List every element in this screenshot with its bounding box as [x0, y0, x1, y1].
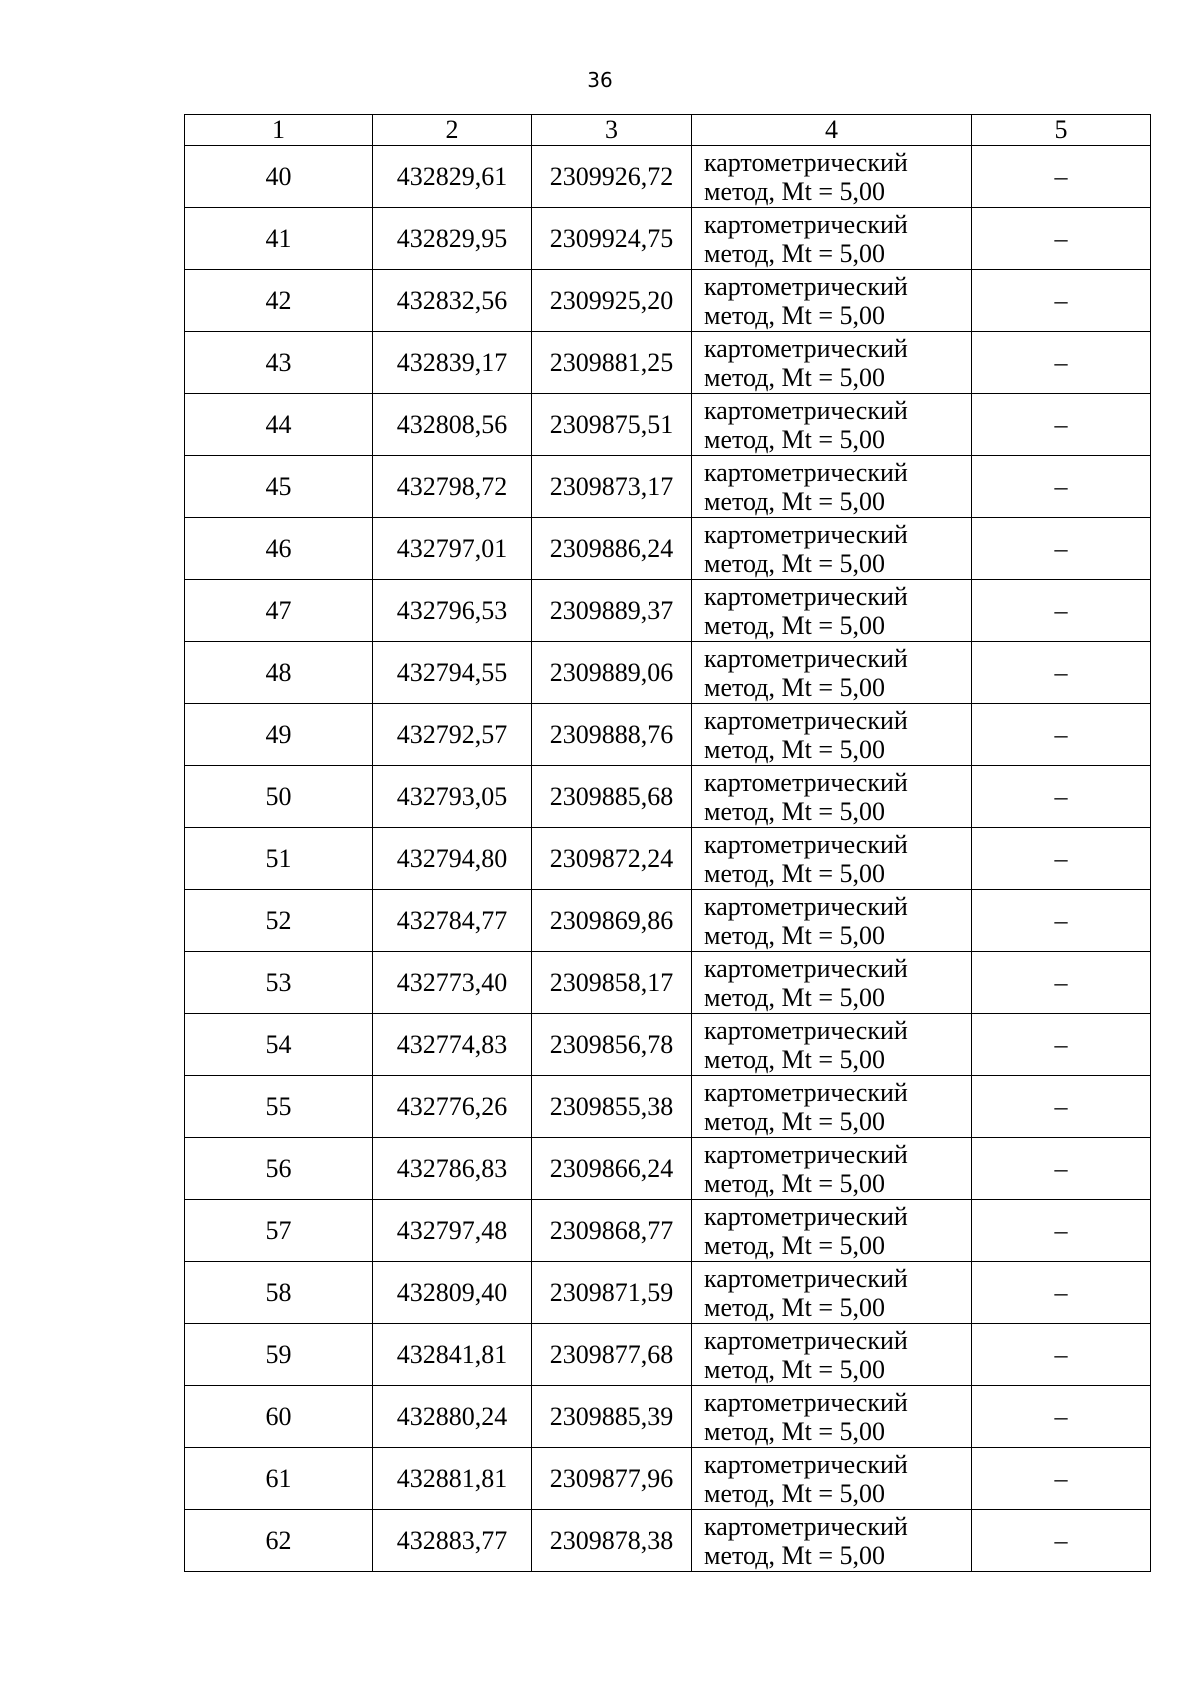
point-number-cell: 59 — [185, 1324, 373, 1386]
column-5-cell: – — [972, 394, 1151, 456]
x-coordinate-cell: 432784,77 — [373, 890, 532, 952]
table-row — [185, 1448, 1151, 1510]
page-number: 36 — [587, 68, 613, 92]
y-coordinate-cell: 2309858,17 — [532, 952, 692, 1014]
method-line-1: картометрический — [704, 1139, 908, 1169]
method-cell — [692, 828, 972, 890]
column-5-cell: – — [972, 1014, 1151, 1076]
column-5-cell: – — [972, 1324, 1151, 1386]
method-line-2: метод, Mt = 5,00 — [704, 1416, 885, 1446]
method-line-1: картометрический — [704, 519, 908, 549]
method-cell — [692, 1138, 972, 1200]
table-row — [185, 332, 1151, 394]
point-number-cell: 41 — [185, 208, 373, 270]
column-5-cell: – — [972, 766, 1151, 828]
method-line-2: метод, Mt = 5,00 — [704, 362, 885, 392]
y-coordinate-cell: 2309878,38 — [532, 1510, 692, 1572]
table-row — [185, 208, 1151, 270]
method-cell — [692, 270, 972, 332]
x-coordinate-cell: 432839,17 — [373, 332, 532, 394]
column-5-cell: – — [972, 1200, 1151, 1262]
method-cell — [692, 1076, 972, 1138]
method-line-1: картометрический — [704, 829, 908, 859]
x-coordinate-cell: 432796,53 — [373, 580, 532, 642]
method-cell — [692, 1510, 972, 1572]
point-number-cell: 54 — [185, 1014, 373, 1076]
method-cell — [692, 1324, 972, 1386]
method-line-2: метод, Mt = 5,00 — [704, 796, 885, 826]
y-coordinate-cell: 2309885,39 — [532, 1386, 692, 1448]
point-number-cell: 40 — [185, 146, 373, 208]
method-line-1: картометрический — [704, 1077, 908, 1107]
method-line-2: метод, Mt = 5,00 — [704, 424, 885, 454]
method-line-2: метод, Mt = 5,00 — [704, 238, 885, 268]
y-coordinate-cell: 2309856,78 — [532, 1014, 692, 1076]
method-line-2: метод, Mt = 5,00 — [704, 1106, 885, 1136]
point-number-cell: 49 — [185, 704, 373, 766]
point-number-cell: 50 — [185, 766, 373, 828]
y-coordinate-cell: 2309889,37 — [532, 580, 692, 642]
method-cell — [692, 146, 972, 208]
x-coordinate-cell: 432808,56 — [373, 394, 532, 456]
point-number-cell: 60 — [185, 1386, 373, 1448]
method-line-2: метод, Mt = 5,00 — [704, 858, 885, 888]
method-line-2: метод, Mt = 5,00 — [704, 548, 885, 578]
point-number-cell: 57 — [185, 1200, 373, 1262]
point-number-cell: 44 — [185, 394, 373, 456]
table-row — [185, 1200, 1151, 1262]
point-number-cell: 51 — [185, 828, 373, 890]
x-coordinate-cell: 432786,83 — [373, 1138, 532, 1200]
x-coordinate-cell: 432794,80 — [373, 828, 532, 890]
table-header — [185, 115, 1151, 146]
table-row — [185, 828, 1151, 890]
x-coordinate-cell: 432829,61 — [373, 146, 532, 208]
column-5-cell: – — [972, 146, 1151, 208]
x-coordinate-cell: 432776,26 — [373, 1076, 532, 1138]
table-row — [185, 704, 1151, 766]
method-cell — [692, 580, 972, 642]
method-line-1: картометрический — [704, 1201, 908, 1231]
column-5-cell: – — [972, 952, 1151, 1014]
method-cell — [692, 952, 972, 1014]
column-5-cell: – — [972, 1448, 1151, 1510]
point-number-cell: 62 — [185, 1510, 373, 1572]
y-coordinate-cell: 2309886,24 — [532, 518, 692, 580]
header-cell-5: 5 — [972, 115, 1151, 146]
column-5-cell: – — [972, 1386, 1151, 1448]
table-row — [185, 642, 1151, 704]
y-coordinate-cell: 2309885,68 — [532, 766, 692, 828]
method-line-2: метод, Mt = 5,00 — [704, 610, 885, 640]
x-coordinate-cell: 432841,81 — [373, 1324, 532, 1386]
y-coordinate-cell: 2309875,51 — [532, 394, 692, 456]
y-coordinate-cell: 2309866,24 — [532, 1138, 692, 1200]
column-5-cell: – — [972, 270, 1151, 332]
method-line-2: метод, Mt = 5,00 — [704, 982, 885, 1012]
y-coordinate-cell: 2309925,20 — [532, 270, 692, 332]
table-row — [185, 952, 1151, 1014]
y-coordinate-cell: 2309877,68 — [532, 1324, 692, 1386]
method-line-1: картометрический — [704, 953, 908, 983]
method-line-1: картометрический — [704, 395, 908, 425]
column-5-cell: – — [972, 704, 1151, 766]
point-number-cell: 52 — [185, 890, 373, 952]
table-row — [185, 394, 1151, 456]
method-line-1: картометрический — [704, 271, 908, 301]
table-row — [185, 1076, 1151, 1138]
table-row — [185, 1014, 1151, 1076]
method-line-1: картометрический — [704, 581, 908, 611]
point-number-cell: 45 — [185, 456, 373, 518]
method-cell — [692, 332, 972, 394]
method-line-1: картометрический — [704, 209, 908, 239]
method-line-2: метод, Mt = 5,00 — [704, 1292, 885, 1322]
table-row — [185, 1138, 1151, 1200]
method-line-2: метод, Mt = 5,00 — [704, 300, 885, 330]
column-5-cell: – — [972, 1138, 1151, 1200]
method-line-2: метод, Mt = 5,00 — [704, 1230, 885, 1260]
y-coordinate-cell: 2309869,86 — [532, 890, 692, 952]
method-cell — [692, 394, 972, 456]
method-line-2: метод, Mt = 5,00 — [704, 1478, 885, 1508]
table-row — [185, 270, 1151, 332]
method-line-2: метод, Mt = 5,00 — [704, 1044, 885, 1074]
point-number-cell: 48 — [185, 642, 373, 704]
method-line-1: картометрический — [704, 333, 908, 363]
point-number-cell: 61 — [185, 1448, 373, 1510]
x-coordinate-cell: 432881,81 — [373, 1448, 532, 1510]
header-cell-2: 2 — [373, 115, 532, 146]
header-row — [185, 115, 1151, 146]
x-coordinate-cell: 432773,40 — [373, 952, 532, 1014]
method-line-2: метод, Mt = 5,00 — [704, 1168, 885, 1198]
method-cell — [692, 1200, 972, 1262]
y-coordinate-cell: 2309926,72 — [532, 146, 692, 208]
x-coordinate-cell: 432797,48 — [373, 1200, 532, 1262]
method-line-1: картометрический — [704, 643, 908, 673]
table-row — [185, 1510, 1151, 1572]
point-number-cell: 58 — [185, 1262, 373, 1324]
column-5-cell: – — [972, 1076, 1151, 1138]
table-row — [185, 766, 1151, 828]
y-coordinate-cell: 2309877,96 — [532, 1448, 692, 1510]
method-line-1: картометрический — [704, 1387, 908, 1417]
point-number-cell: 47 — [185, 580, 373, 642]
table-row — [185, 146, 1151, 208]
table-body — [185, 146, 1151, 1572]
method-cell — [692, 766, 972, 828]
method-line-1: картометрический — [704, 891, 908, 921]
x-coordinate-cell: 432883,77 — [373, 1510, 532, 1572]
coordinates-table — [184, 114, 1151, 1572]
column-5-cell: – — [972, 1510, 1151, 1572]
method-line-2: метод, Mt = 5,00 — [704, 920, 885, 950]
header-cell-1: 1 — [185, 115, 373, 146]
table-row — [185, 1262, 1151, 1324]
x-coordinate-cell: 432794,55 — [373, 642, 532, 704]
table-row — [185, 456, 1151, 518]
method-line-1: картометрический — [704, 457, 908, 487]
method-line-2: метод, Mt = 5,00 — [704, 486, 885, 516]
table-row — [185, 1386, 1151, 1448]
method-line-1: картометрический — [704, 705, 908, 735]
method-cell — [692, 642, 972, 704]
method-cell — [692, 208, 972, 270]
column-5-cell: – — [972, 828, 1151, 890]
x-coordinate-cell: 432798,72 — [373, 456, 532, 518]
y-coordinate-cell: 2309868,77 — [532, 1200, 692, 1262]
table-row — [185, 518, 1151, 580]
header-cell-3: 3 — [532, 115, 692, 146]
x-coordinate-cell: 432797,01 — [373, 518, 532, 580]
point-number-cell: 43 — [185, 332, 373, 394]
y-coordinate-cell: 2309924,75 — [532, 208, 692, 270]
point-number-cell: 42 — [185, 270, 373, 332]
x-coordinate-cell: 432809,40 — [373, 1262, 532, 1324]
method-line-1: картометрический — [704, 147, 908, 177]
method-cell — [692, 1448, 972, 1510]
method-cell — [692, 1262, 972, 1324]
column-5-cell: – — [972, 208, 1151, 270]
y-coordinate-cell: 2309889,06 — [532, 642, 692, 704]
column-5-cell: – — [972, 580, 1151, 642]
header-cell-4: 4 — [692, 115, 972, 146]
column-5-cell: – — [972, 332, 1151, 394]
method-line-2: метод, Mt = 5,00 — [704, 176, 885, 206]
point-number-cell: 46 — [185, 518, 373, 580]
column-5-cell: – — [972, 456, 1151, 518]
point-number-cell: 53 — [185, 952, 373, 1014]
y-coordinate-cell: 2309872,24 — [532, 828, 692, 890]
table-row — [185, 1324, 1151, 1386]
column-5-cell: – — [972, 518, 1151, 580]
method-line-1: картометрический — [704, 1325, 908, 1355]
x-coordinate-cell: 432880,24 — [373, 1386, 532, 1448]
method-line-2: метод, Mt = 5,00 — [704, 1540, 885, 1570]
y-coordinate-cell: 2309855,38 — [532, 1076, 692, 1138]
x-coordinate-cell: 432829,95 — [373, 208, 532, 270]
table-row — [185, 890, 1151, 952]
method-line-1: картометрический — [704, 1263, 908, 1293]
table-row — [185, 580, 1151, 642]
point-number-cell: 55 — [185, 1076, 373, 1138]
x-coordinate-cell: 432832,56 — [373, 270, 532, 332]
y-coordinate-cell: 2309873,17 — [532, 456, 692, 518]
method-line-2: метод, Mt = 5,00 — [704, 734, 885, 764]
column-5-cell: – — [972, 1262, 1151, 1324]
method-line-1: картометрический — [704, 1015, 908, 1045]
x-coordinate-cell: 432793,05 — [373, 766, 532, 828]
method-cell — [692, 890, 972, 952]
method-line-2: метод, Mt = 5,00 — [704, 672, 885, 702]
x-coordinate-cell: 432792,57 — [373, 704, 532, 766]
y-coordinate-cell: 2309881,25 — [532, 332, 692, 394]
y-coordinate-cell: 2309871,59 — [532, 1262, 692, 1324]
point-number-cell: 56 — [185, 1138, 373, 1200]
method-line-1: картометрический — [704, 1449, 908, 1479]
method-line-1: картометрический — [704, 767, 908, 797]
y-coordinate-cell: 2309888,76 — [532, 704, 692, 766]
method-cell — [692, 518, 972, 580]
method-line-1: картометрический — [704, 1511, 908, 1541]
method-cell — [692, 456, 972, 518]
column-5-cell: – — [972, 642, 1151, 704]
method-cell — [692, 1014, 972, 1076]
method-line-2: метод, Mt = 5,00 — [704, 1354, 885, 1384]
method-cell — [692, 704, 972, 766]
column-5-cell: – — [972, 890, 1151, 952]
method-cell — [692, 1386, 972, 1448]
x-coordinate-cell: 432774,83 — [373, 1014, 532, 1076]
